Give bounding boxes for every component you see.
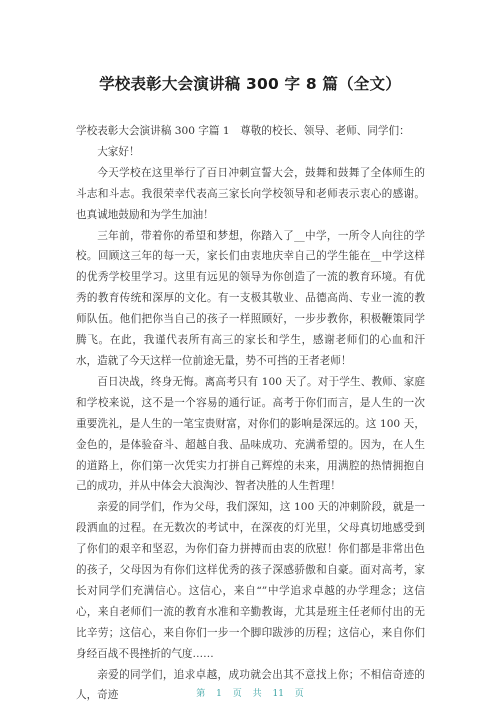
body-paragraph: 百日决战，终身无悔。离高考只有 100 天了。对于学生、教师、家庭和学校来说，这不是一个容易的通行证。高考于你们而言，是人生的一次重要洗礼，是人生的一笔宝贵财富，对你们的影响是深远的。这 100 天，金色的，是体验奋斗、超越自我、品味成功、充满希望的。因为，在人生的道路上，你们第一次凭实力打拼自己辉煌的未来，用满腔的热情拥抱自己的成功，并从中体会大浪淘沙、智者决胜的人生哲理！ bbox=[76, 375, 425, 493]
body-paragraph: 今天学校在这里举行了百日冲刺宣誓大会，鼓舞和鼓舞了全体师生的斗志和斗志。我很荣幸代表高三家长向学校领导和老师表示衷心的感谢。也真诚地鼓励和为学生加油！ bbox=[76, 166, 425, 221]
document-body bbox=[76, 121, 425, 706]
total-pages-number: 11 bbox=[272, 689, 284, 699]
page-footer bbox=[0, 686, 500, 699]
body-paragraph: 亲爱的同学们，追求卓越，成功就会出其不意找上你；不相信奇迹的人，奇迹 bbox=[76, 668, 425, 702]
body-paragraph: 亲爱的同学们，作为父母，我们深知，这 100 天的冲刺阶段，就是一段洒血的过程。在无数次的考试中，在深夜的灯光里，父母真切地感受到了你们的艰辛和坚忍，为你们奋力拼搏而由衷的欣慰！你们都是非常出色的孩子，父母因为有你们这样优秀的孩子深感骄傲和自豪。面对高考，家长对同学们充满信心。这信心，来自“”中学追求卓越的办学理念；这信心，来自老师们一流的教育水准和辛勤教诲，尤其是班主任老师付出的无比辛劳；这信心，来自你们一步一个脚印跋涉的历程；这信心，来自你们身经百战不畏挫折的气度…… bbox=[76, 501, 425, 660]
salutation-line: 学校表彰大会演讲稿 300 字篇 1 尊敬的校长、领导、老师、同学们： bbox=[76, 125, 410, 137]
document-title: 学校表彰大会演讲稿 300 字 8 篇（全文） bbox=[99, 75, 401, 93]
page-label-mid: 页 bbox=[232, 689, 242, 699]
current-page-number: 1 bbox=[216, 689, 222, 699]
page-label-prefix: 第 bbox=[196, 689, 206, 699]
total-prefix: 共 bbox=[252, 689, 262, 699]
greeting: 大家好！ bbox=[97, 145, 140, 158]
page-label-suffix: 页 bbox=[294, 689, 304, 699]
body-paragraph: 三年前，带着你的希望和梦想，你踏入了__中学，一所令人向往的学校。回顾这三年的每一天，家长们由衷地庆幸自己的学生能在__中学这样的优秀学校里学习。这里有远见的领导为你创造了一流的教育环境。有优秀的教育传统和深厚的文化。有一支极其敬业、品德高尚、专业一流的教师队伍。他们把你当自己的孩子一样照顾好，一步步教你，积极鞭策同学腾飞。在此，我谨代表所有高三的家长和学生，感谢老师们的心血和汗水，造就了今天这样一位前途无量，势不可挡的王者老师！ bbox=[76, 229, 425, 367]
